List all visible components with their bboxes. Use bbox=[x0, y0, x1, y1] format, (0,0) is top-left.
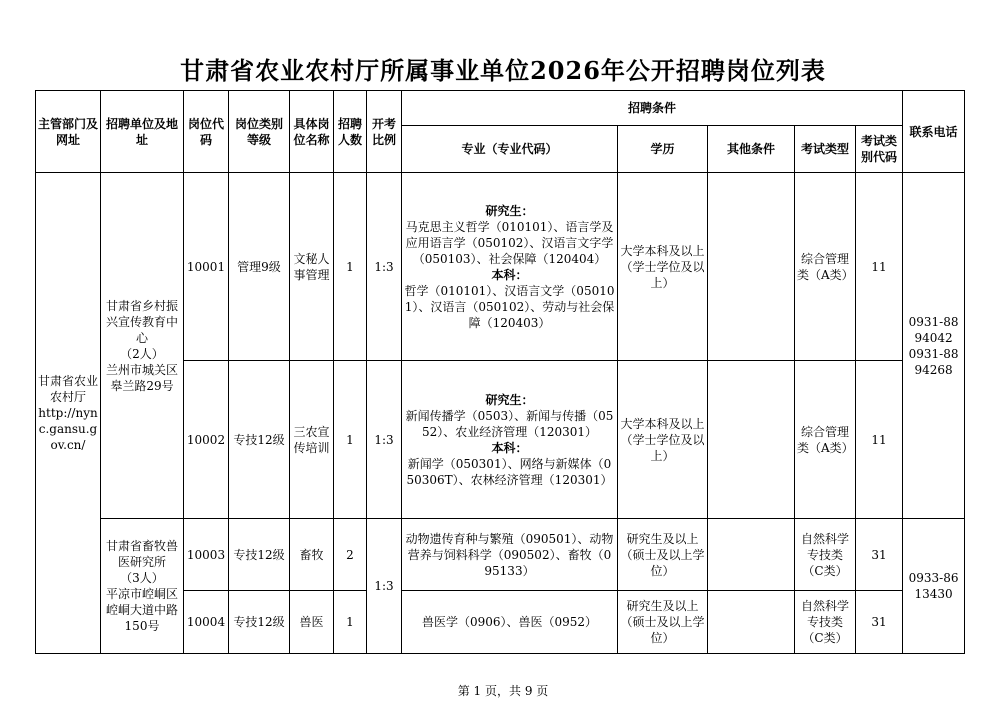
edu-cell: 研究生及以上（硕士及以上学位） bbox=[618, 519, 708, 591]
post-num: 1 bbox=[334, 361, 367, 519]
major-cell bbox=[402, 361, 618, 519]
post-num: 1 bbox=[334, 173, 367, 361]
header-exam-code: 考试类别代码 bbox=[856, 126, 903, 173]
dept-url: http://nync.gansu.gov.cn/ bbox=[38, 406, 98, 452]
exam-type-cell: 自然科学专技类（C类） bbox=[795, 519, 856, 591]
post-code: 10004 bbox=[184, 591, 229, 654]
major-cell: 兽医学（0906）、兽医（0952） bbox=[402, 591, 618, 654]
header-other: 其他条件 bbox=[708, 126, 795, 173]
other-cell bbox=[708, 519, 795, 591]
post-name: 三农宣传培训 bbox=[290, 361, 334, 519]
table-row bbox=[36, 173, 965, 361]
exam-code-cell: 11 bbox=[856, 173, 903, 361]
post-name: 兽医 bbox=[290, 591, 334, 654]
post-level: 专技12级 bbox=[229, 519, 290, 591]
dept-cell bbox=[36, 173, 101, 654]
other-cell bbox=[708, 591, 795, 654]
header-exam-type: 考试类型 bbox=[795, 126, 856, 173]
ug-majors: 哲学（010101）、汉语言文学（050101）、汉语言（050102）、劳动与社会保障（120403） bbox=[404, 283, 615, 330]
exam-type-cell: 自然科学专技类（C类） bbox=[795, 591, 856, 654]
major-cell: 动物遗传育种与繁殖（090501）、动物营养与饲料科学（090502）、畜牧（095133） bbox=[402, 519, 618, 591]
post-name: 文秘人事管理 bbox=[290, 173, 334, 361]
phone-1: 0933-8613430 bbox=[908, 571, 959, 601]
header-post: 具体岗位名称 bbox=[290, 91, 334, 173]
header-code: 岗位代码 bbox=[184, 91, 229, 173]
grad-label: 研究生： bbox=[485, 203, 534, 218]
header-level: 岗位类别等级 bbox=[229, 91, 290, 173]
unit-cell bbox=[101, 173, 184, 519]
unit-count: （2人） bbox=[120, 346, 164, 361]
unit-address: 兰州市城关区皋兰路29号 bbox=[105, 362, 178, 393]
post-code: 10001 bbox=[184, 173, 229, 361]
unit-name: 甘肃省乡村振兴宣传教育中心 bbox=[105, 298, 178, 345]
exam-type-cell: 综合管理类（A类） bbox=[795, 361, 856, 519]
grad-majors: 马克思主义哲学（010101）、语言学及应用语言学（050102）、汉语言文字学（050103）、社会保障（120404） bbox=[405, 219, 614, 266]
ug-majors: 新闻学（050301）、网络与新媒体（050306T）、农林经济管理（120301） bbox=[406, 456, 613, 487]
post-ratio: 1:3 bbox=[367, 173, 402, 361]
phone-1: 0931-8894042 bbox=[908, 314, 959, 345]
post-level: 专技12级 bbox=[229, 591, 290, 654]
header-major: 专业（专业代码） bbox=[402, 126, 618, 173]
unit-name: 甘肃省畜牧兽医研究所 bbox=[105, 539, 178, 569]
table-row bbox=[36, 519, 965, 591]
page-footer: 第 1 页，共 9 页 bbox=[457, 684, 549, 698]
exam-code-cell: 31 bbox=[856, 591, 903, 654]
unit-cell bbox=[101, 519, 184, 654]
page-title: 甘肃省农业农村厅所属事业单位2026年公开招聘岗位列表 bbox=[180, 56, 826, 85]
grad-label: 研究生： bbox=[485, 392, 534, 407]
header-edu: 学历 bbox=[618, 126, 708, 173]
edu-cell: 研究生及以上（硕士及以上学位） bbox=[618, 591, 708, 654]
header-phone: 联系电话 bbox=[903, 91, 965, 173]
header-dept: 主管部门及网址 bbox=[36, 91, 101, 173]
post-level: 管理9级 bbox=[229, 173, 290, 361]
phone-2: 0931-8894268 bbox=[908, 346, 959, 377]
other-cell bbox=[708, 361, 795, 519]
exam-type-cell: 综合管理类（A类） bbox=[795, 173, 856, 361]
header-ratio: 开考比例 bbox=[367, 91, 402, 173]
edu-cell: 大学本科及以上（学士学位及以上） bbox=[618, 361, 708, 519]
header-conditions: 招聘条件 bbox=[402, 91, 903, 126]
unit-count: （3人） bbox=[120, 571, 164, 585]
post-code: 10002 bbox=[184, 361, 229, 519]
ug-label: 本科： bbox=[491, 440, 528, 455]
header-num: 招聘人数 bbox=[334, 91, 367, 173]
unit-address: 平凉市崆峒区崆峒大道中路150号 bbox=[105, 587, 178, 633]
other-cell bbox=[708, 173, 795, 361]
phone-cell bbox=[903, 173, 965, 519]
post-ratio: 1:3 bbox=[367, 519, 402, 654]
post-ratio: 1:3 bbox=[367, 361, 402, 519]
phone-cell bbox=[903, 519, 965, 654]
post-code: 10003 bbox=[184, 519, 229, 591]
post-num: 2 bbox=[334, 519, 367, 591]
edu-cell: 大学本科及以上（学士学位及以上） bbox=[618, 173, 708, 361]
exam-code-cell: 11 bbox=[856, 361, 903, 519]
header-unit: 招聘单位及地址 bbox=[101, 91, 184, 173]
post-level: 专技12级 bbox=[229, 361, 290, 519]
grad-majors: 新闻传播学（0503）、新闻与传播（0552）、农业经济管理（120301） bbox=[405, 408, 614, 439]
recruitment-table bbox=[35, 90, 965, 654]
dept-name: 甘肃省农业农村厅 bbox=[38, 374, 99, 404]
ug-label: 本科： bbox=[491, 267, 528, 282]
major-cell bbox=[402, 173, 618, 361]
post-num: 1 bbox=[334, 591, 367, 654]
exam-code-cell: 31 bbox=[856, 519, 903, 591]
post-name: 畜牧 bbox=[290, 519, 334, 591]
